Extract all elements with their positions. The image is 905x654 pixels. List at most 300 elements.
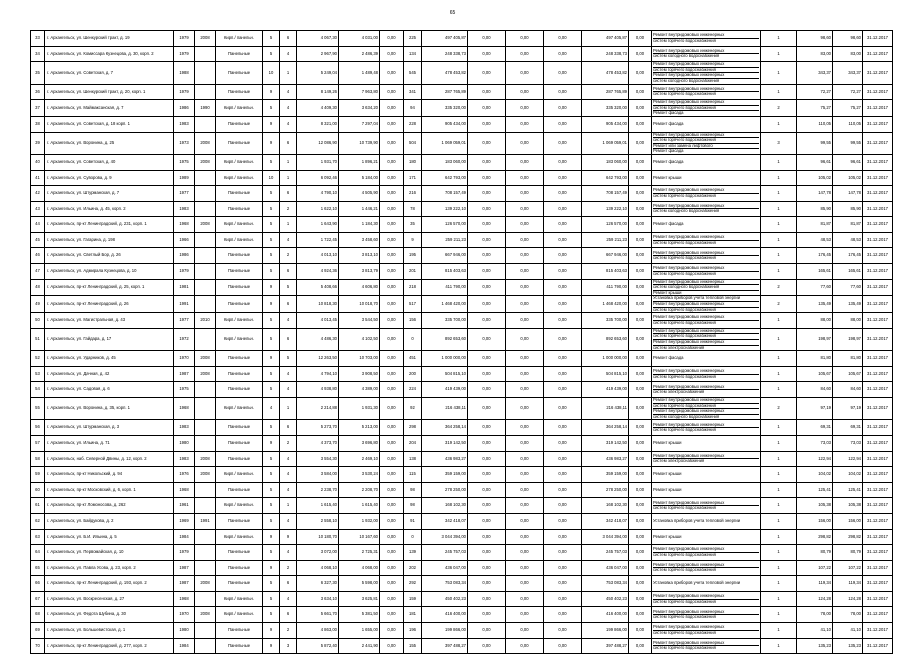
total-area-cell: 4 068,10: [297, 560, 339, 576]
row-number: 53: [31, 366, 45, 382]
entrances-cell: 1: [280, 498, 297, 514]
table-row: [31, 100, 893, 117]
other-funds-cell: 0,00: [629, 296, 652, 313]
total-cost-cell: 364 258,14: [422, 420, 468, 436]
living-area-cell: 3 634,20: [339, 100, 380, 117]
work-type-line: Ремонт внутридомовых инженерных: [653, 33, 759, 39]
local-funds-cell: 0,00: [544, 545, 582, 561]
local-funds-cell: 0,00: [544, 186, 582, 202]
address-cell: г. Архангельск, ул. Федота Шубина, д. 30: [45, 607, 174, 623]
work-type-cell: [652, 545, 761, 561]
total-area-cell: 10 180,70: [297, 529, 339, 545]
built-year-cell: 1991: [174, 296, 195, 313]
entrances-cell: 1: [280, 170, 297, 186]
regional-funds-cell: 0,00: [506, 170, 544, 186]
nonliving-area-cell: 0,00: [380, 62, 404, 84]
floors-cell: 10: [263, 170, 280, 186]
floors-cell: 5: [263, 545, 280, 561]
residents-cell: 545: [404, 62, 422, 84]
deadline-cell: 31.12.2017: [863, 397, 893, 419]
nonliving-area-cell: 0,00: [380, 186, 404, 202]
row-number: 49: [31, 296, 45, 313]
local-funds-cell: 0,00: [544, 328, 582, 350]
address-cell: г. Архангельск, ул. Б.И. Ильина, д. 5: [45, 529, 174, 545]
regional-funds-cell: 0,00: [506, 467, 544, 483]
built-year-cell: 1977: [174, 313, 195, 329]
table-row: [31, 435, 893, 451]
federal-funds-cell: 0,00: [468, 31, 506, 47]
unit-cost-cell: 83,00: [797, 46, 833, 62]
row-number: 39: [31, 132, 45, 154]
unit-cost-cell: 98,60: [797, 31, 833, 47]
unit-cost-cell: 80,79: [797, 545, 833, 561]
unit-cost-cell: 73,03: [797, 435, 833, 451]
other-funds-cell: 0,00: [629, 313, 652, 329]
deadline-cell: 31.12.2017: [863, 451, 893, 467]
nonliving-area-cell: 0,00: [380, 482, 404, 498]
regional-funds-cell: 0,00: [506, 84, 544, 100]
built-year-cell: 1986: [174, 248, 195, 264]
regional-funds-cell: 0,00: [506, 132, 544, 154]
deadline-cell: 31.12.2017: [863, 638, 893, 654]
living-area-cell: 3 544,50: [339, 313, 380, 329]
work-type-line: систем горячего водоснабжения: [653, 255, 716, 261]
local-funds-cell: 0,00: [544, 264, 582, 280]
wall-material-cell: Кирп./ панельн.: [216, 100, 263, 117]
built-year-cell: 1989: [174, 170, 195, 186]
unit-cost-cell: 69,31: [797, 420, 833, 436]
regional-funds-cell: 0,00: [506, 560, 544, 576]
residents-cell: 204: [404, 435, 422, 451]
work-type-line: Установка приборов учета тепловой энергии: [653, 517, 741, 523]
unit-cost-cell: 48,53: [797, 232, 833, 248]
local-funds-cell: 0,00: [544, 638, 582, 654]
address-cell: г. Архангельск, пр-кт Ленинградский, д. 25, корп. 1: [45, 279, 174, 296]
unit-cost-cell: 107,22: [797, 560, 833, 576]
residents-cell: 225: [404, 31, 422, 47]
entrances-cell: 4: [280, 116, 297, 132]
living-area-cell: 3 813,10: [339, 248, 380, 264]
row-number: 69: [31, 623, 45, 639]
residents-cell: 201: [404, 264, 422, 280]
floors-cell: 9: [263, 560, 280, 576]
work-count-cell: 1: [761, 62, 797, 84]
total-area-cell: 4 486,30: [297, 328, 339, 350]
row-number: 44: [31, 217, 45, 233]
floors-cell: 5: [263, 201, 280, 217]
table-row: [31, 467, 893, 483]
row-number: 57: [31, 435, 45, 451]
work-type-line: систем горячего водоснабжения: [653, 551, 716, 557]
work-type-line: Ремонт внутридомовых инженерных: [653, 49, 759, 55]
work-type-cell: [652, 420, 761, 436]
owner-funds-cell: 359 159,00: [582, 467, 629, 483]
other-funds-cell: 0,00: [629, 366, 652, 382]
floors-cell: 9: [263, 116, 280, 132]
built-year-cell: 1979: [174, 31, 195, 47]
regional-funds-cell: 0,00: [506, 623, 544, 639]
entrances-cell: 4: [280, 382, 297, 398]
work-type-line: Ремонт фасада: [653, 120, 684, 126]
total-cost-cell: 450 402,23: [422, 591, 468, 607]
deadline-cell: 31.12.2017: [863, 623, 893, 639]
work-type-cell: [652, 513, 761, 529]
built-year-cell: 1980: [174, 623, 195, 639]
work-count-cell: 1: [761, 201, 797, 217]
unit-cost-cell: 124,28: [797, 591, 833, 607]
local-funds-cell: 0,00: [544, 397, 582, 419]
other-funds-cell: 0,00: [629, 382, 652, 398]
wall-material-cell: Панельные: [216, 84, 263, 100]
work-count-cell: 1: [761, 482, 797, 498]
work-type-line: Ремонт внутридомовых инженерных: [653, 133, 759, 139]
regional-funds-cell: 0,00: [506, 154, 544, 170]
entrances-cell: 9: [280, 529, 297, 545]
row-number: 45: [31, 232, 45, 248]
local-funds-cell: 0,00: [544, 382, 582, 398]
address-cell: г. Архангельск, ул. Первомайская, д. 10: [45, 545, 174, 561]
work-type-cell: [652, 397, 761, 419]
deadline-cell: 31.12.2017: [863, 529, 893, 545]
local-funds-cell: 0,00: [544, 366, 582, 382]
total-cost-cell: 892 653,60: [422, 328, 468, 350]
deadline-cell: 31.12.2017: [863, 170, 893, 186]
built-year-cell: 1981: [174, 279, 195, 296]
max-cost-cell: 99,55: [833, 132, 863, 154]
nonliving-area-cell: 0,00: [380, 529, 404, 545]
nonliving-area-cell: 0,00: [380, 467, 404, 483]
total-cost-cell: 342 418,07: [422, 513, 468, 529]
table-row: [31, 638, 893, 654]
living-area-cell: 1 896,21: [339, 154, 380, 170]
built-year-cell: 1983: [174, 116, 195, 132]
renovation-year-cell: 2008: [195, 31, 216, 47]
living-area-cell: 5 213,00: [339, 420, 380, 436]
work-count-cell: 1: [761, 170, 797, 186]
work-type-line: Ремонт внутридомовых инженерных: [653, 454, 759, 460]
address-cell: г. Архангельск, ул. Воронина, д. 35, корп. 1: [45, 397, 174, 419]
wall-material-cell: Панельные: [216, 513, 263, 529]
renovation-year-cell: [195, 296, 216, 313]
unit-cost-cell: 104,02: [797, 467, 833, 483]
total-cost-cell: 245 757,03: [422, 545, 468, 561]
work-type-line: Ремонт внутридомовых инженерных: [653, 625, 759, 631]
federal-funds-cell: 0,00: [468, 560, 506, 576]
built-year-cell: 1983: [174, 451, 195, 467]
other-funds-cell: 0,00: [629, 560, 652, 576]
total-cost-cell: 753 083,34: [422, 576, 468, 592]
living-area-cell: 10 739,90: [339, 132, 380, 154]
floors-cell: 5: [263, 31, 280, 47]
work-type-cell: [652, 366, 761, 382]
address-cell: г. Архангельск, пр-кт Московский, д. 6, корп. 1: [45, 482, 174, 498]
residents-cell: 155: [404, 638, 422, 654]
work-type-cell: [652, 498, 761, 514]
nonliving-area-cell: 0,00: [380, 435, 404, 451]
federal-funds-cell: 0,00: [468, 576, 506, 592]
work-type-line: систем горячего водоснабжения: [653, 334, 759, 340]
floors-cell: 9: [263, 84, 280, 100]
other-funds-cell: 0,00: [629, 513, 652, 529]
regional-funds-cell: 0,00: [506, 100, 544, 117]
nonliving-area-cell: 0,00: [380, 545, 404, 561]
total-area-cell: 8 149,26: [297, 84, 339, 100]
address-cell: г. Архангельск, пр-кт Ленинградский, д. 231, корп. 1: [45, 217, 174, 233]
living-area-cell: 2 469,10: [339, 451, 380, 467]
living-area-cell: 2 441,90: [339, 638, 380, 654]
total-area-cell: 1 722,45: [297, 232, 339, 248]
total-cost-cell: 708 157,49: [422, 186, 468, 202]
built-year-cell: 1979: [174, 545, 195, 561]
federal-funds-cell: 0,00: [468, 232, 506, 248]
address-cell: г. Архангельск, наб. Северной Двины, д. 12, корп. 2: [45, 451, 174, 467]
work-type-line: Ремонт внутридомовых инженерных: [653, 340, 759, 346]
owner-funds-cell: 168 102,30: [582, 498, 629, 514]
work-type-line: Ремонт внутридомовых инженерных: [653, 280, 759, 286]
regional-funds-cell: 0,00: [506, 328, 544, 350]
nonliving-area-cell: 0,00: [380, 248, 404, 264]
table-row: [31, 451, 893, 467]
total-area-cell: 5 249,04: [297, 62, 339, 84]
work-type-line: систем горячего водоснабжения: [653, 598, 716, 604]
address-cell: г. Архангельск, пр-кт Ленинградский, д. 193, корп. 2: [45, 576, 174, 592]
renovation-year-cell: 2008: [195, 351, 216, 367]
regional-funds-cell: 0,00: [506, 420, 544, 436]
renovation-year-cell: 2008: [195, 132, 216, 154]
unit-cost-cell: 156,00: [797, 513, 833, 529]
other-funds-cell: 0,00: [629, 84, 652, 100]
total-cost-cell: 1 000 000,00: [422, 351, 468, 367]
wall-material-cell: Кирп./ панельн.: [216, 313, 263, 329]
wall-material-cell: Панельные: [216, 560, 263, 576]
work-type-line: систем электроснабжения: [653, 458, 705, 464]
living-area-cell: 4 389,00: [339, 382, 380, 398]
total-area-cell: 2 238,70: [297, 482, 339, 498]
nonliving-area-cell: 0,00: [380, 328, 404, 350]
built-year-cell: 1961: [174, 498, 195, 514]
built-year-cell: 1966: [174, 232, 195, 248]
work-type-line: Ремонт фасада: [653, 158, 684, 164]
work-type-line: Ремонт крыши: [653, 471, 682, 477]
row-number: 66: [31, 576, 45, 592]
local-funds-cell: 0,00: [544, 576, 582, 592]
regional-funds-cell: 0,00: [506, 62, 544, 84]
max-cost-cell: 81,87: [833, 217, 863, 233]
row-number: 38: [31, 116, 45, 132]
owner-funds-cell: 335 700,00: [582, 313, 629, 329]
max-cost-cell: 156,00: [833, 513, 863, 529]
floors-cell: 5: [263, 382, 280, 398]
floors-cell: 5: [263, 100, 280, 117]
renovation-year-cell: [195, 482, 216, 498]
unit-cost-cell: 298,82: [797, 529, 833, 545]
row-number: 40: [31, 154, 45, 170]
work-type-line: Ремонт крыши: [653, 439, 682, 445]
residents-cell: 228: [404, 116, 422, 132]
regional-funds-cell: 0,00: [506, 513, 544, 529]
owner-funds-cell: 397 488,27: [582, 638, 629, 654]
regional-funds-cell: 0,00: [506, 607, 544, 623]
built-year-cell: 1983: [174, 420, 195, 436]
wall-material-cell: Кирп./ панельн.: [216, 607, 263, 623]
wall-material-cell: Панельные: [216, 435, 263, 451]
entrances-cell: 4: [280, 84, 297, 100]
regional-funds-cell: 0,00: [506, 366, 544, 382]
renovation-year-cell: [195, 498, 216, 514]
other-funds-cell: 0,00: [629, 545, 652, 561]
entrances-cell: 4: [280, 467, 297, 483]
work-type-line: систем электроснабжения: [653, 344, 705, 350]
work-type-line: систем холодного водоснабжения: [653, 208, 720, 214]
owner-funds-cell: 342 418,07: [582, 513, 629, 529]
row-number: 48: [31, 279, 45, 296]
renovation-year-cell: [195, 591, 216, 607]
total-area-cell: 4 067,30: [297, 31, 339, 47]
local-funds-cell: 0,00: [544, 451, 582, 467]
wall-material-cell: Панельные: [216, 482, 263, 498]
work-type-cell: [652, 186, 761, 202]
wall-material-cell: Кирп./ панельн.: [216, 328, 263, 350]
owner-funds-cell: 364 258,14: [582, 420, 629, 436]
built-year-cell: 1968: [174, 217, 195, 233]
renovation-year-cell: [195, 116, 216, 132]
owner-funds-cell: 248 338,73: [582, 46, 629, 62]
floors-cell: 5: [263, 313, 280, 329]
address-cell: г. Архангельск, ул. Байдукова, д. 2: [45, 513, 174, 529]
work-type-cell: [652, 560, 761, 576]
federal-funds-cell: 0,00: [468, 513, 506, 529]
deadline-cell: 31.12.2017: [863, 62, 893, 84]
other-funds-cell: 0,00: [629, 232, 652, 248]
work-count-cell: 3: [761, 132, 797, 154]
deadline-cell: 31.12.2017: [863, 351, 893, 367]
total-area-cell: 5 661,70: [297, 607, 339, 623]
deadline-cell: 31.12.2017: [863, 232, 893, 248]
total-area-cell: 1 643,90: [297, 217, 339, 233]
work-type-line: Ремонт внутридомовых инженерных: [653, 251, 759, 257]
work-type-cell: [652, 279, 761, 296]
floors-cell: 5: [263, 232, 280, 248]
total-cost-cell: 248 338,73: [422, 46, 468, 62]
other-funds-cell: 0,00: [629, 170, 652, 186]
work-type-line: Ремонт фасада: [653, 110, 684, 116]
work-type-line: систем горячего водоснабжения: [653, 427, 716, 433]
living-area-cell: 2 725,31: [339, 545, 380, 561]
work-count-cell: 1: [761, 31, 797, 47]
work-count-cell: 1: [761, 46, 797, 62]
unit-cost-cell: 81,80: [797, 351, 833, 367]
residents-cell: 202: [404, 560, 422, 576]
total-cost-cell: 126 570,00: [422, 217, 468, 233]
renovation-year-cell: 1990: [195, 100, 216, 117]
federal-funds-cell: 0,00: [468, 154, 506, 170]
wall-material-cell: Панельные: [216, 132, 263, 154]
total-cost-cell: 278 250,00: [422, 482, 468, 498]
total-area-cell: 2 967,90: [297, 46, 339, 62]
work-type-line: систем горячего водоснабжения: [653, 68, 759, 74]
work-type-line: Ремонт внутридомовых инженерных: [653, 398, 759, 404]
total-area-cell: 3 554,30: [297, 451, 339, 467]
row-number: 35: [31, 62, 45, 84]
total-cost-cell: 199 866,00: [422, 623, 468, 639]
work-type-cell: [652, 132, 761, 154]
max-cost-cell: 77,60: [833, 279, 863, 296]
nonliving-area-cell: 0,00: [380, 264, 404, 280]
entrances-cell: 2: [280, 435, 297, 451]
address-cell: г. Архангельск, пр-кт Никольский, д. 94: [45, 467, 174, 483]
work-type-line: Ремонт фасада: [653, 221, 684, 227]
work-count-cell: 1: [761, 467, 797, 483]
entrances-cell: 4: [280, 313, 297, 329]
built-year-cell: 1973: [174, 132, 195, 154]
residents-cell: 0: [404, 529, 422, 545]
local-funds-cell: 0,00: [544, 217, 582, 233]
total-cost-cell: 335 320,00: [422, 100, 468, 117]
local-funds-cell: 0,00: [544, 623, 582, 639]
table-row: [31, 328, 893, 350]
work-count-cell: 1: [761, 576, 797, 592]
address-cell: г. Архангельск, ул. Шенкурский тракт, д. 19: [45, 31, 174, 47]
max-cost-cell: 73,03: [833, 435, 863, 451]
total-cost-cell: 905 434,00: [422, 116, 468, 132]
living-area-cell: 4 102,50: [339, 328, 380, 350]
owner-funds-cell: 753 083,34: [582, 576, 629, 592]
work-type-line: Ремонт внутридомовых инженерных: [653, 302, 759, 308]
work-count-cell: 1: [761, 154, 797, 170]
max-cost-cell: 41,10: [833, 623, 863, 639]
work-type-cell: [652, 31, 761, 47]
local-funds-cell: 0,00: [544, 232, 582, 248]
work-type-line: Ремонт внутридомовых инженерных: [653, 87, 759, 93]
federal-funds-cell: 0,00: [468, 170, 506, 186]
work-type-line: Ремонт внутридомовых инженерных: [653, 385, 759, 391]
nonliving-area-cell: 0,00: [380, 576, 404, 592]
renovation-year-cell: [195, 186, 216, 202]
federal-funds-cell: 0,00: [468, 46, 506, 62]
living-area-cell: 10 018,70: [339, 296, 380, 313]
entrances-cell: 5: [280, 351, 297, 367]
max-cost-cell: 110,05: [833, 116, 863, 132]
work-type-cell: [652, 313, 761, 329]
table-row: [31, 591, 893, 607]
total-cost-cell: 259 211,23: [422, 232, 468, 248]
row-number: 62: [31, 513, 45, 529]
renovation-year-cell: [195, 201, 216, 217]
work-count-cell: 1: [761, 116, 797, 132]
work-count-cell: 1: [761, 607, 797, 623]
renovation-year-cell: [195, 397, 216, 419]
table-row: [31, 217, 893, 233]
local-funds-cell: 0,00: [544, 296, 582, 313]
nonliving-area-cell: 0,00: [380, 638, 404, 654]
table-row: [31, 420, 893, 436]
built-year-cell: 1979: [174, 84, 195, 100]
work-type-cell: [652, 451, 761, 467]
nonliving-area-cell: 0,00: [380, 420, 404, 436]
nonliving-area-cell: 0,00: [380, 513, 404, 529]
regional-funds-cell: 0,00: [506, 248, 544, 264]
floors-cell: 5: [263, 467, 280, 483]
nonliving-area-cell: 0,00: [380, 116, 404, 132]
owner-funds-cell: 259 211,23: [582, 232, 629, 248]
deadline-cell: 31.12.2017: [863, 467, 893, 483]
floors-cell: 5: [263, 498, 280, 514]
work-type-cell: [652, 529, 761, 545]
address-cell: г. Архангельск, ул. Гайдара, д. 17: [45, 328, 174, 350]
work-type-cell: [652, 154, 761, 170]
built-year-cell: 1987: [174, 366, 195, 382]
work-count-cell: 1: [761, 545, 797, 561]
